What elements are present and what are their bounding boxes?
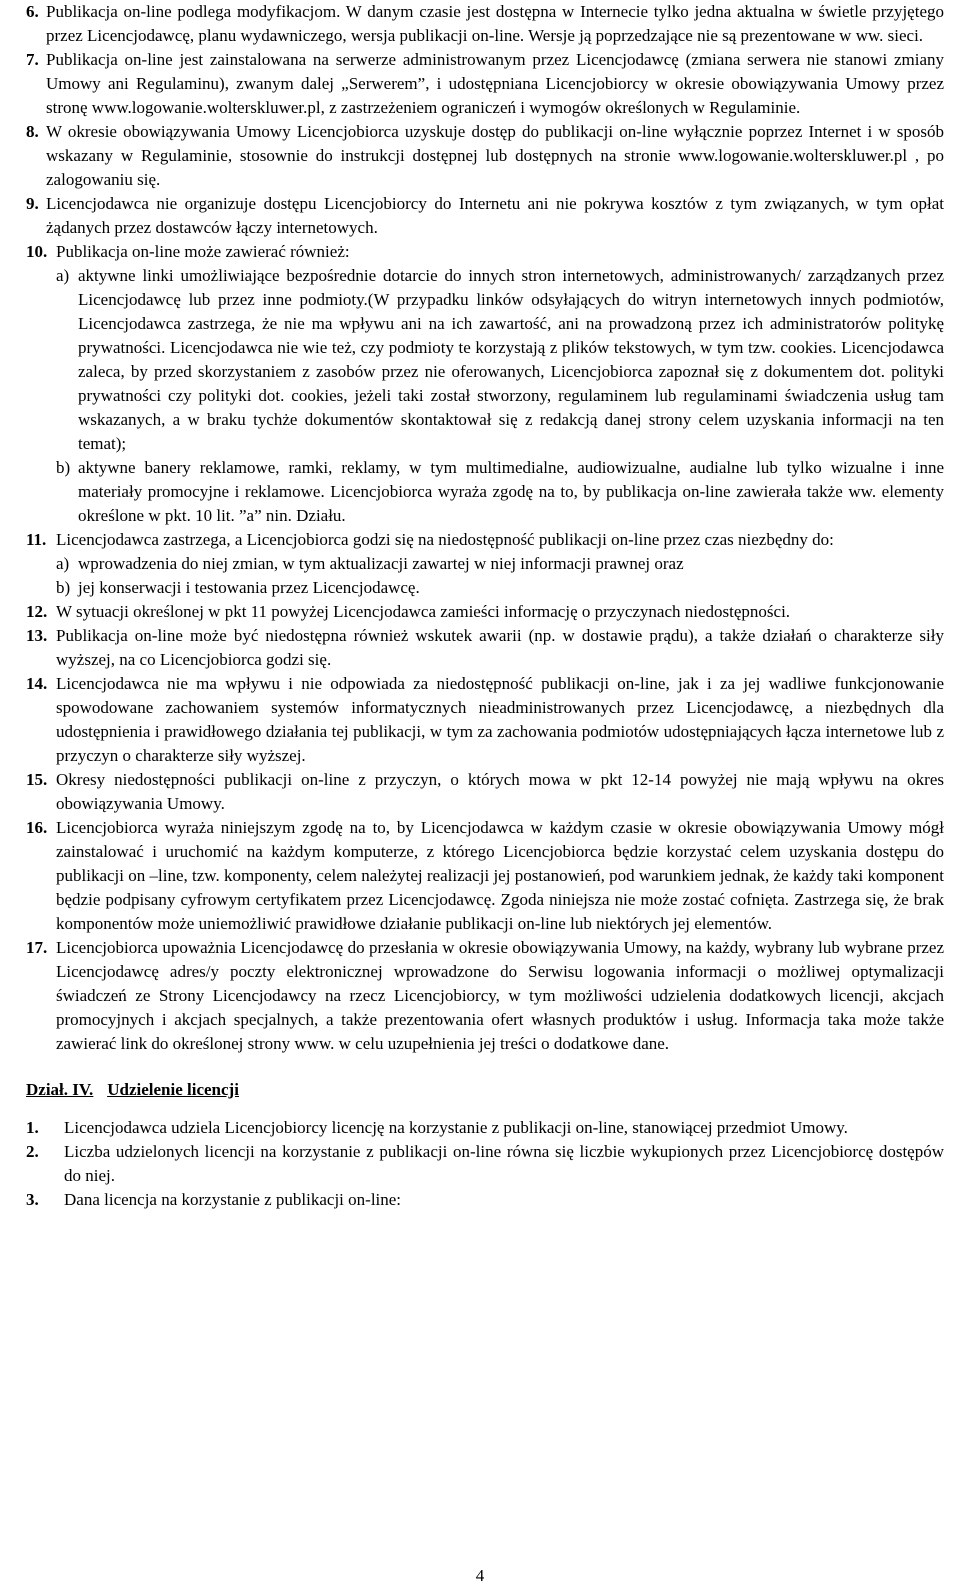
sub-item-label: a) <box>56 266 70 285</box>
item-body <box>56 600 944 624</box>
list-item <box>26 1116 944 1140</box>
item-body <box>56 240 944 528</box>
sub-item-label: b) <box>56 458 71 477</box>
item-text: Publikacja on-line podlega modyfikacjom. W danym czasie jest dostępna w Internecie tylko jedna aktualna w świetle przyjętego przez Licencjodawcę, planu wydawniczego, wersja publikacji on-line. Wersje ją poprzedzające nie są prezentowane w ww. sieci. <box>46 2 944 45</box>
item-body <box>46 48 944 120</box>
item-number: 9. <box>26 194 39 213</box>
document-body <box>26 0 944 1212</box>
sub-item-label: b) <box>56 578 71 597</box>
list-item <box>26 936 944 1056</box>
list-item <box>26 120 944 192</box>
item-number: 6. <box>26 2 39 21</box>
item-number: 2. <box>26 1142 39 1161</box>
item-number: 3. <box>26 1190 39 1209</box>
list-item <box>26 0 944 48</box>
item-text: Liczba udzielonych licencji na korzystanie z publikacji on-line równa się liczbie wykupionych przez Licencjobiorcę dostępów do niej. <box>64 1142 944 1185</box>
item-text: Licencjodawca udziela Licencjobiorcy licencję na korzystanie z publikacji on-line, stanowiącej przedmiot Umowy. <box>64 1118 848 1137</box>
item-number: 11. <box>26 530 47 549</box>
list-item <box>26 816 944 936</box>
item-number: 14. <box>26 674 48 693</box>
item-text: Licencjobiorca upoważnia Licencjodawcę do przesłania w okresie obowiązywania Umowy, na każdy, wybrany lub wybrane przez Licencjodawcę adres/y poczty elektronicznej wprowadzone do Serwisu logowania informacji o możliwej optymalizacji świadczeń ze Strony Licencjodawcy na rzecz Licencjobiorcy, w tym możliwości udzielenia dodatkowych licencji, akcjach promocyjnych i akcjach specjalnych, a także prezentowania ofert własnych produktów i usług. Informacja taka może także zawierać link do określonej strony www. w celu uzupełnienia jej treści o dodatkowe dane. <box>56 938 944 1053</box>
item-text: Publikacja on-line może być niedostępna również wskutek awarii (np. w dostawie prądu), a także działań o charakterze siły wyższej, na co Licencjobiorca godzi się. <box>56 626 944 669</box>
section-label: Dział. IV. <box>26 1080 94 1099</box>
item-body <box>56 768 944 816</box>
item-text: Dana licencja na korzystanie z publikacji on-line: <box>64 1190 402 1209</box>
item-body <box>56 936 944 1056</box>
item-body <box>64 1140 944 1188</box>
list-item <box>26 48 944 120</box>
item-text: Publikacja on-line jest zainstalowana na serwerze administrowanym przez Licencjodawcę (zmiana serwera nie stanowi zmiany Umowy ani Regulaminu), zwanym dalej „Serwerem”, i udostępniana Licencjobiorcy w okresie obowiązywania Umowy przez stronę www.logowanie.wolterskluwer.pl, z zastrzeżeniem ograniczeń i wymogów określonych w Regulaminie. <box>46 50 944 117</box>
item-text: Okresy niedostępności publikacji on-line z przyczyn, o których mowa w pkt 12-14 powyżej nie mają wpływu na okres obowiązywania Umowy. <box>56 770 944 813</box>
sub-item-label: a) <box>56 554 70 573</box>
section-title: Udzielenie licencji <box>107 1080 239 1099</box>
sub-item <box>56 264 944 456</box>
sub-item-text: jej konserwacji i testowania przez Licencjodawcę. <box>78 578 420 597</box>
list-item <box>26 192 944 240</box>
item-body <box>64 1188 944 1212</box>
sub-item <box>56 456 944 528</box>
sub-item-text: wprowadzenia do niej zmian, w tym aktualizacji zawartej w niej informacji prawnej oraz <box>78 554 684 573</box>
sub-item-text: aktywne linki umożliwiające bezpośrednie dotarcie do innych stron internetowych, administrowanych/ zarządzanych przez Licencjodawcę lub przez inne podmioty.(W przypadku linków odsyłających do witryn internetowych innych podmiotów, Licencjodawca zastrzega, że nie ma wpływu ani na ich zawartość, ani na prowadzoną przez ich administratorów politykę prywatności. Licencjodawca nie wie też, czy podmioty te korzystają z plików tekstowych, w tym tzw. cookies. Licencjodawca zaleca, by przed skorzystaniem z zasobów przez nie oferowanych, Licencjobiorca zapoznał się z dokumentem dot. polityki prywatności czy polityki dot. cookies, jeżeli taki został stworzony, regulaminem lub regulaminami świadczenia usług tam wskazanych, a w braku tychże dokumentów skontaktował się z redakcją danej strony celem uzyskania informacji na ten temat); <box>78 266 944 453</box>
item-number: 8. <box>26 122 39 141</box>
item-text: W okresie obowiązywania Umowy Licencjobiorca uzyskuje dostęp do publikacji on-line wyłącznie poprzez Internet i w sposób wskazany w Regulaminie, stosownie do instrukcji dostępnej lub dostępnych na stronie www.logowanie.wolterskluwer.pl , po zalogowaniu się. <box>46 122 944 189</box>
item-number: 16. <box>26 818 48 837</box>
section-list <box>26 1116 944 1212</box>
item-number: 13. <box>26 626 48 645</box>
item-number: 1. <box>26 1118 39 1137</box>
item-body <box>64 1116 944 1140</box>
item-number: 10. <box>26 242 48 261</box>
item-number: 12. <box>26 602 48 621</box>
item-body <box>46 192 944 240</box>
item-number: 17. <box>26 938 48 957</box>
item-text: Licencjodawca zastrzega, a Licencjobiorca godzi się na niedostępność publikacji on-line przez czas niezbędny do: <box>56 530 834 549</box>
item-number: 15. <box>26 770 48 789</box>
item-text: Licencjodawca nie organizuje dostępu Licencjobiorcy do Internetu ani nie pokrywa kosztów z tym związanych, w tym opłat żądanych przez dostawców łączy internetowych. <box>46 194 944 237</box>
numbered-list <box>26 0 944 1056</box>
sub-item <box>56 552 944 576</box>
list-item <box>26 1188 944 1212</box>
list-item <box>26 768 944 816</box>
sub-item <box>56 576 944 600</box>
page-number: 4 <box>475 1566 485 1585</box>
list-item <box>26 1140 944 1188</box>
list-item <box>26 240 944 528</box>
sub-item-text: aktywne banery reklamowe, ramki, reklamy, w tym multimedialne, audiowizualne, audialne lub tylko wizualne i inne materiały promocyjne i reklamowe. Licencjobiorca wyraża zgodę na to, by publikacja on-line zawierała także ww. elementy określone w pkt. 10 lit. ”a” nin. Działu. <box>78 458 944 525</box>
item-number: 7. <box>26 50 39 69</box>
item-text: W sytuacji określonej w pkt 11 powyżej Licencjodawca zamieści informację o przyczynach niedostępności. <box>56 602 791 621</box>
section-heading <box>26 1078 944 1102</box>
item-text: Licencjodawca nie ma wpływu i nie odpowiada za niedostępność publikacji on-line, jak i za jej wadliwe funkcjonowanie spowodowane zachowaniem systemów informatycznych nieadministrowanych przez Licencjodawcę, a niezbędnych dla udostępnienia i prawidłowego działania tej publikacji, w tym za zachowania podmiotów udostępniających łącza internetowe lub z przyczyn o charakterze siły wyższej. <box>56 674 944 765</box>
item-body <box>46 0 944 48</box>
list-item <box>26 672 944 768</box>
item-body <box>56 816 944 936</box>
list-item <box>26 600 944 624</box>
list-item <box>26 528 944 600</box>
item-body <box>56 624 944 672</box>
item-body <box>56 672 944 768</box>
list-item <box>26 624 944 672</box>
item-body <box>46 120 944 192</box>
item-body <box>56 528 944 600</box>
item-text: Publikacja on-line może zawierać również: <box>56 242 350 261</box>
item-text: Licencjobiorca wyraża niniejszym zgodę na to, by Licencjodawca w każdym czasie w okresie obowiązywania Umowy mógł zainstalować i uruchomić na każdym komputerze, z którego Licencjobiorca będzie korzystać celem uzyskania dostępu do publikacji on –line, tzw. komponenty, celem należytej realizacji jej postanowień, pod warunkiem jednak, że każdy taki komponent będzie podpisany cyfrowym certyfikatem przez Licencjodawcę. Zgoda niniejsza nie może zostać cofnięta. Zastrzega się, że brak komponentów może uniemożliwić prawidłowe działanie publikacji on-line lub niektórych jej elementów. <box>56 818 944 933</box>
